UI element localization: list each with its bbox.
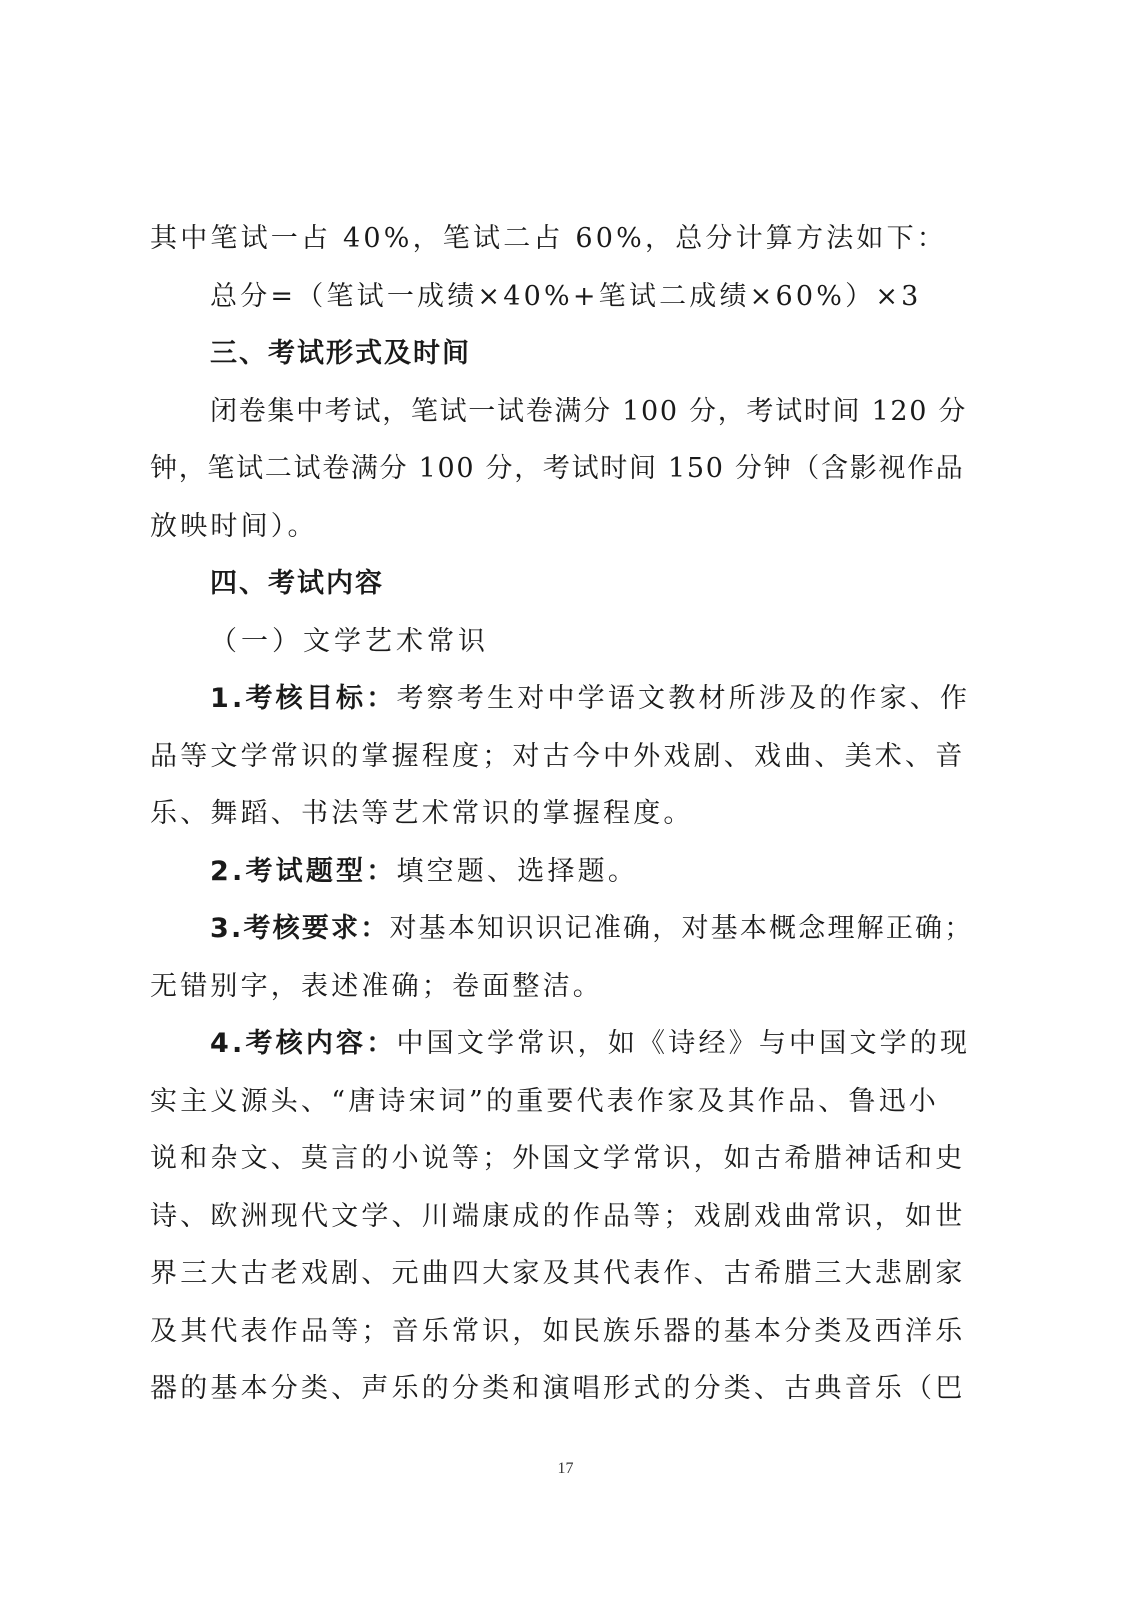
list-item-question-types xyxy=(150,843,980,901)
item-text: 中国文学常识，如《诗经》与中国文学的现 xyxy=(396,1028,971,1059)
list-item-content xyxy=(150,1015,980,1073)
subsection-heading-literature-art: （一）文学艺术常识 xyxy=(210,625,489,657)
item-text: 填空题、选择题。 xyxy=(396,855,639,887)
body-line: 品等文学常识的掌握程度；对古今中外戏剧、戏曲、美术、音 xyxy=(150,740,966,772)
page-number: 17 xyxy=(557,1460,574,1477)
body-line: 放映时间）。 xyxy=(150,510,318,542)
body-line: 钟，笔试二试卷满分 100 分，考试时间 150 分钟（含影视作品 xyxy=(150,453,965,484)
item-text: 对基本知识识记准确，对基本概念理解正确； xyxy=(389,913,974,944)
body-line: 及其代表作品等；音乐常识，如民族乐器的基本分类及西洋乐 xyxy=(150,1315,966,1347)
list-item-objective xyxy=(150,670,980,728)
item-label: 1.考核目标： xyxy=(210,683,397,714)
item-text: 考察考生对中学语文教材所涉及的作家、作 xyxy=(396,683,971,714)
body-line: 乐、舞蹈、书法等艺术常识的掌握程度。 xyxy=(150,798,694,829)
score-formula: 总分=（笔试一成绩×40%+笔试二成绩×60%）×3 xyxy=(210,280,922,312)
item-label: 2.考试题型： xyxy=(210,855,397,887)
item-label: 4.考核内容： xyxy=(210,1028,397,1059)
body-line: 无错别字，表述准确；卷面整洁。 xyxy=(150,970,603,1002)
body-line: 诗、欧洲现代文学、川端康成的作品等；戏剧戏曲常识，如世 xyxy=(150,1200,966,1232)
item-label: 3.考核要求： xyxy=(210,913,390,944)
section-heading-exam-format: 三、考试形式及时间 xyxy=(210,338,471,369)
body-line: 实主义源头、“唐诗宋词”的重要代表作家及其作品、鲁迅小 xyxy=(150,1085,940,1117)
body-line: 界三大古老戏剧、元曲四大家及其代表作、古希腊三大悲剧家 xyxy=(150,1258,966,1289)
document-body xyxy=(150,210,980,1418)
body-line: 其中笔试一占 40%，笔试二占 60%，总分计算方法如下： xyxy=(150,223,947,254)
body-line: 闭卷集中考试，笔试一试卷满分 100 分，考试时间 120 分 xyxy=(210,395,968,427)
body-line: 器的基本分类、声乐的分类和演唱形式的分类、古典音乐（巴 xyxy=(150,1373,966,1404)
list-item-requirements xyxy=(150,900,980,958)
body-line: 说和杂文、莫言的小说等；外国文学常识，如古希腊神话和史 xyxy=(150,1143,966,1174)
section-heading-exam-content: 四、考试内容 xyxy=(210,568,384,599)
